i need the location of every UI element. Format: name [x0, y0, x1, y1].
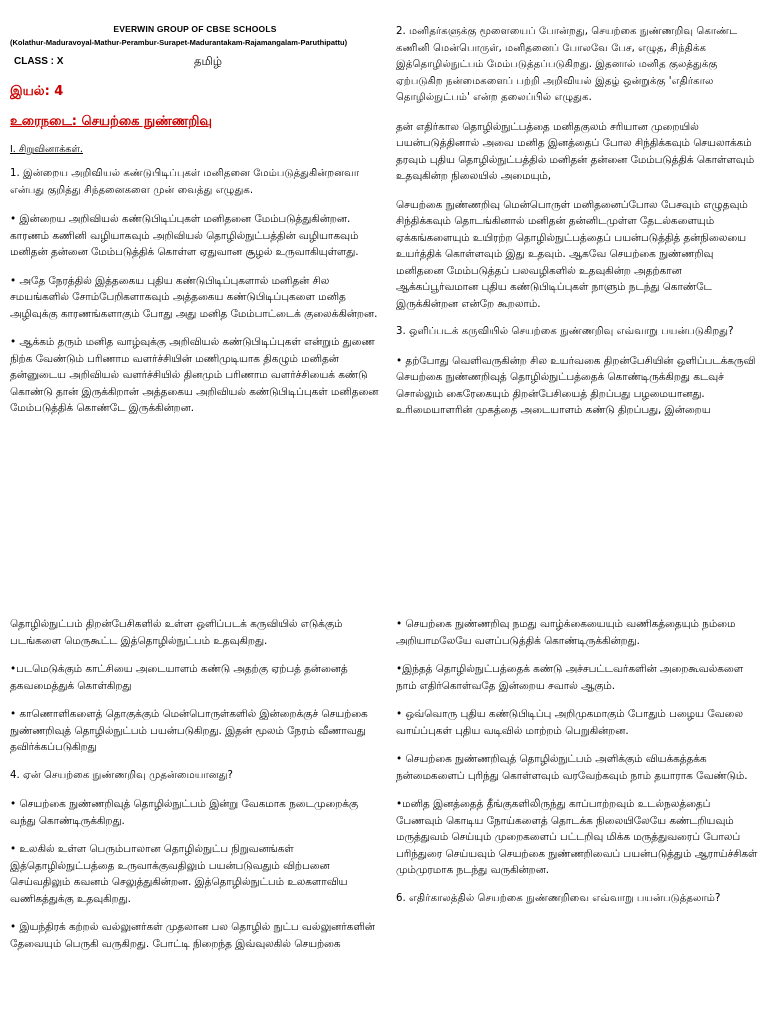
top-left-column	[10, 0, 380, 572]
subject-label: தமிழ்	[194, 56, 223, 68]
paragraph: • உலகில் உள்ள பெரும்பாலான தொழில்நுட்ப நிறுவனங்கள் இத்தொழில்நுட்பத்தை உருவாக்குவதிலும் பயன்படுவதும் விற்பனை செய்வதிலும் கவனம் செலுத்துகின்றன. இத்தொழில்நுட்பம் உலகளாவிய வணிகத்துக்கு உதவுகிறது.	[10, 843, 348, 905]
question-2: 2. மனிதர்களுக்கு மூளையைப் போன்றது, செயற்கை நுண்ணறிவு கொண்ட கணினி மென்பொருள், மனிதனைப் போலவே பேச, எழுத, சிந்திக்க இத்தொழில்நுட்பம் மேம்படுத்தப்படுகிறது. இதனால் மனித குலத்துக்கு ஏற்படுகிற நன்மைகளைப் பற்றி அறிவியல் இதழ் ஒன்றுக்கு 'எதிர்கால தொழில்நுட்பம்' என்ற தலைப்பில் எழுதுக.	[396, 26, 738, 103]
unit-heading: இயல்: 4	[10, 84, 64, 99]
paragraph: • செயற்கை நுண்ணறிவுத் தொழில்நுட்பம் இன்று வேகமாக நடைமுறைக்கு வந்து கொண்டிருக்கிறது.	[10, 798, 359, 827]
question-4: 4. ஏன் செயற்கை நுண்ணறிவு முதன்மையானது?	[10, 769, 233, 781]
topic-heading: உரைநடை: செயற்கை நுண்ணறிவு	[10, 114, 212, 129]
question-3: 3. ஒளிப்படக் கருவியில் செயற்கை நுண்ணறிவு எவ்வாறு பயன்படுகிறது?	[396, 326, 734, 337]
question-1: 1. இன்றைய அறிவியல் கண்டுபிடிப்புகள் மனிதனை மேம்படுத்துகின்றனவா என்பது குறித்து சிந்தனைகளை முன் வைத்து எழுதுக.	[10, 168, 360, 196]
school-branches: (Kolathur-Maduravoyal-Mathur-Perambur-Surapet-Madurantakam-Rajamangalam-Paruthipattu)	[10, 38, 348, 47]
paragraph: • அதே நேரத்தில் இத்தகைய புதிய கண்டுபிடிப்புகளால் மனிதன் சில சமயங்களில் சோம்பேறிகளாகவும் அத்தகைய கண்டுபிடிப்புகளை மனித அழிவுக்கு காரணங்களாகும் போது அது மனித மேம்பாட்டைக் குலைக்கின்றன.	[10, 274, 378, 320]
paragraph: • காணொளிகளைத் தொகுக்கும் மென்பொருள்களில் இன்றைக்குச் செயற்கை நுண்ணறிவுத் தொழில்நுட்பம் பயன்படுகிறது. இதன் மூலம் நேரம் வீணாவது தவிர்க்கப்படுகிறது	[10, 708, 368, 753]
question-6: 6. எதிர்காலத்தில் செயற்கை நுண்ணறிவை எவ்வாறு பயன்படுத்தலாம்?	[396, 892, 721, 904]
paragraph: • ஒவ்வொரு புதிய கண்டுபிடிப்பு அறிமுகமாகும் போதும் பழைய வேலை வாய்ப்புகள் புதிய வடிவில் மாற்றம் பெறுகின்றன.	[396, 708, 744, 737]
bottom-right-column	[396, 604, 760, 1024]
class-label: CLASS : X	[14, 56, 64, 67]
paragraph: தொழில்நுட்பம் திறன்பேசிகளில் உள்ள ஒளிப்படக் கருவியில் எடுக்கும் படங்களை மெருகூட்ட இத்தொழில்நுட்பம் உதவுகிறது.	[10, 618, 343, 647]
paragraph: • செயற்கை நுண்ணறிவு நமது வாழ்க்கையையும் வணிகத்தையும் நம்மை அறியாமலேயே வளப்படுத்திக் கொண்டிருக்கின்றது.	[396, 618, 736, 647]
class-row	[10, 56, 380, 70]
section-heading: I. சிறுவினாக்கள்.	[10, 144, 83, 155]
paragraph: • இன்றைய அறிவியல் கண்டுபிடிப்புகள் மனிதனை மேம்படுத்துகின்றன. காரணம் கணினி வழியாகவும் அறிவியல் தொழில்நுட்பத்தின் வழியாகவும் மனிதன் தன்னை மேம்படுத்திக் கொள்ள ஏதுவான சூழல் உருவாகியுள்ளது.	[10, 213, 359, 258]
paragraph: •மனித இனத்தைத் தீங்குகளிலிருந்து காப்பாற்றவும் உடல்நலத்தைப் பேணவும் கொடிய நோய்களைத் தொடக்க நிலையிலேயே கண்டறியவும் மருத்துவம் செய்யும் முறைகளைப் பட்டறிவு மிக்க மருத்துவரைப் போலப் பரிந்துரை செய்யவும் செயற்கை நுண்ணறிவைப் பயன்படுத்தும் ஆராய்ச்சிகள் மும்முரமாக நடந்து வருகின்றன.	[396, 798, 758, 876]
bottom-left-column	[10, 604, 380, 1024]
paragraph: • தற்போது வெளிவருகின்ற சில உயர்வகை திறன்பேசியின் ஒளிப்படக்கருவி செயற்கை நுண்ணறிவுத் தொழில்நுட்பத்தைக் கொண்டிருக்கிறது கடவுச் சொல்லும் கைரேகையும் திறன்பேசியைத் திறப்பது பழமையானது. உரிமையாளரின் முகத்தை அடையாளம் கண்டு திறப்பது, இன்றைய	[396, 354, 756, 416]
paragraph: •படமெடுக்கும் காட்சியை அடையாளம் கண்டு அதற்கு ஏற்பத் தன்னைத் தகவமைத்துக் கொள்கிறது	[10, 663, 348, 692]
top-right-column	[396, 0, 760, 572]
paragraph: • ஆக்கம் தரும் மனித வாழ்வுக்கு அறிவியல் கண்டுபிடிப்புகள் என்றும் துணை நிற்க வேண்டும் பரிணாம வளர்ச்சியின் மணிமுடியாக திகழும் மனிதன் தன்னுடைய அறிவியல் வளர்ச்சியில் தினமும் பரிணாம வளர்ச்சியைக் கண்டு கொண்டு தான் இருக்கிறான் அத்தகைய அறிவியல் கண்டுபிடிப்புகள் மனிதனை மேம்படுத்திக் கொண்டே இருக்கின்றன.	[10, 336, 379, 414]
paragraph: •இந்தத் தொழில்நுட்பத்தைக் கண்டு அச்சபட்டவர்களின் அறைகூவல்களை நாம் எதிர்கொள்வதே இன்றைய சவால் ஆகும்.	[396, 663, 744, 692]
paragraph: செயற்கை நுண்ணறிவு மென்பொருள் மனிதனைப்போல பேசவும் எழுதவும் சிந்திக்கவும் தொடங்கினால் மனிதன் தன்னிடமுள்ள தேடல்களையும் ஏக்கங்களையும் உயிரற்ற தொழில்நுட்பத்தைப் பயன்படுத்தித் தன்நிலையை உயர்த்திக் கொள்ளவும் இது உதவும். ஆகவே செயற்கை நுண்ணறிவு மனிதனை மேம்படுத்தப் பலவழிகளில் உதவுகின்ற அதற்கான ஆக்கப்பூர்வமான புதிய கண்டுபிடிப்புகள் நாளும் நடந்து கொண்டே இருக்கின்றன என்றே கூறலாம்.	[396, 198, 748, 310]
page-bottom	[0, 604, 768, 1024]
paragraph: • இயந்திரக் கற்றல் வல்லுனர்கள் முதலான பல தொழில் நுட்ப வல்லுனர்களின் தேவையும் பெருகி வருகிறது. போட்டி நிறைந்த இவ்வுலகில் செயற்கை	[10, 921, 375, 950]
paragraph: • செயற்கை நுண்ணறிவுத் தொழில்நுட்பம் அளிக்கும் வியக்கத்தக்க நன்மைகளைப் புரிந்து கொள்ளவும் வரவேற்கவும் நாம் தயாராக வேண்டும்.	[396, 753, 748, 782]
paragraph: தன் எதிர்கால தொழில்நுட்பத்தை மனிதகுலம் சரியான முறையில் பயன்படுத்தினால் அவை மனித இனத்தைப் போல சிந்திக்கவும் செயலாக்கம் தரவும் புதிய தொழில்நுட்பத்தில் மனிதன் தன்னை மேம்படுத்திக் கொள்ளவும் உதவுகின்ற நிலையில் அமையும்,	[396, 120, 755, 182]
school-name: EVERWIN GROUP OF CBSE SCHOOLS	[113, 24, 277, 34]
